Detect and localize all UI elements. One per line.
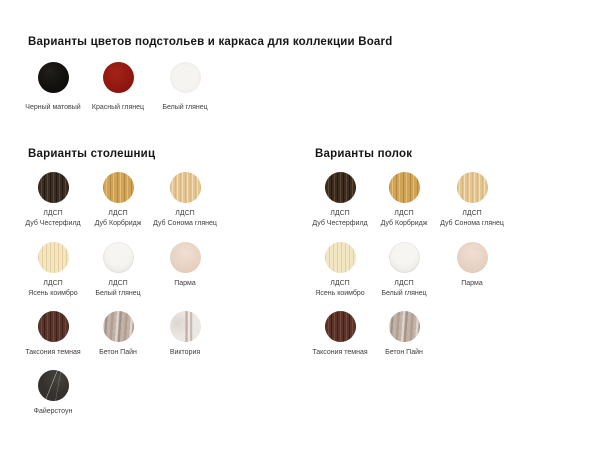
material-type-label: ЛДСП (462, 210, 482, 217)
swatch-black-matte (20, 62, 86, 113)
material-name-label: Бетон Пайн (99, 349, 137, 356)
color-sample-black-matte (38, 62, 69, 93)
material-name-label: Белый глянец (95, 289, 141, 297)
material-name-label: Дуб Корбридж (380, 219, 428, 227)
material-type-label: ЛДСП (394, 210, 414, 217)
swatch-taxonia-dark-shelf (307, 311, 373, 358)
material-name-label: Виктория (169, 349, 201, 356)
swatch-label: Белый глянец (162, 104, 208, 111)
color-sample-white-gloss (170, 62, 201, 93)
material-sample-white-gloss (389, 242, 420, 273)
material-name-label: Ясень коимбро (28, 289, 78, 297)
material-sample-oak-chesterfield (38, 172, 69, 203)
material-sample-beton-pine (103, 311, 134, 342)
material-name-label: Парма (461, 280, 483, 287)
swatch-beton-pine-shelf (371, 311, 437, 358)
material-type-label: ЛДСП (108, 280, 128, 287)
material-name-label: Ясень коимбро (315, 289, 365, 297)
material-sample-taxonia-dark (325, 311, 356, 342)
material-sample-oak-sonoma (170, 172, 201, 203)
swatch-ash-coimbro-shelf (307, 242, 373, 298)
material-sample-firestone (38, 370, 69, 401)
swatch-white-gloss-tabletop (85, 242, 151, 298)
color-sample-red-gloss (103, 62, 134, 93)
swatch-taxonia-dark (20, 311, 86, 358)
material-sample-parma (170, 242, 201, 273)
material-name-label: Дуб Честерфилд (312, 219, 368, 227)
material-name-label: Дуб Честерфилд (25, 219, 81, 227)
material-type-label: ЛДСП (175, 210, 195, 217)
material-type-label: ЛДСП (330, 210, 350, 217)
material-sample-ash-coimbro (325, 242, 356, 273)
material-sample-oak-chesterfield (325, 172, 356, 203)
material-type-label: ЛДСП (108, 210, 128, 217)
swatch-beton-pine (85, 311, 151, 358)
material-name-label: Белый глянец (381, 289, 427, 297)
shelves-title: Варианты полок (315, 148, 413, 160)
swatch-red-gloss (85, 62, 151, 113)
swatch-label: Красный глянец (91, 104, 145, 111)
material-type-label: ЛДСП (43, 210, 63, 217)
swatch-parma-shelf (439, 242, 505, 298)
material-sample-parma (457, 242, 488, 273)
swatch-parma (152, 242, 218, 298)
swatch-victoria (152, 311, 218, 358)
material-sample-ash-coimbro (38, 242, 69, 273)
material-sample-oak-corbridge (389, 172, 420, 203)
material-type-label: ЛДСП (330, 280, 350, 287)
swatch-ash-coimbro (20, 242, 86, 298)
material-name-label: Дуб Сонома глянец (153, 219, 217, 227)
swatch-white-gloss-frame (152, 62, 218, 113)
swatch-oak-corbridge-shelf (371, 172, 437, 228)
material-sample-oak-corbridge (103, 172, 134, 203)
swatch-oak-chesterfield-shelf (307, 172, 373, 228)
material-sample-victoria (170, 311, 201, 342)
swatch-firestone (20, 370, 86, 417)
material-name-label: Дуб Корбридж (94, 219, 142, 227)
swatch-label: Черный матовый (25, 104, 81, 111)
material-name-label: Дуб Сонома глянец (440, 219, 504, 227)
material-sample-beton-pine (389, 311, 420, 342)
page-title: Варианты цветов подстольев и каркаса для коллекции Board (28, 36, 393, 48)
material-type-label: ЛДСП (43, 280, 63, 287)
material-type-label: ЛДСП (394, 280, 414, 287)
swatch-oak-corbridge (85, 172, 151, 228)
swatch-oak-sonoma (152, 172, 218, 228)
material-name-label: Таксония темная (25, 349, 81, 356)
material-name-label: Бетон Пайн (385, 349, 423, 356)
material-sample-oak-sonoma (457, 172, 488, 203)
material-name-label: Таксония темная (312, 349, 368, 356)
material-name-label: Файерстоун (33, 408, 73, 415)
swatch-white-gloss-shelf (371, 242, 437, 298)
swatch-oak-sonoma-shelf (439, 172, 505, 228)
material-name-label: Парма (174, 280, 196, 287)
swatch-oak-chesterfield (20, 172, 86, 228)
tabletops-title: Варианты столешниц (28, 148, 156, 160)
material-sample-white-gloss (103, 242, 134, 273)
material-sample-taxonia-dark (38, 311, 69, 342)
